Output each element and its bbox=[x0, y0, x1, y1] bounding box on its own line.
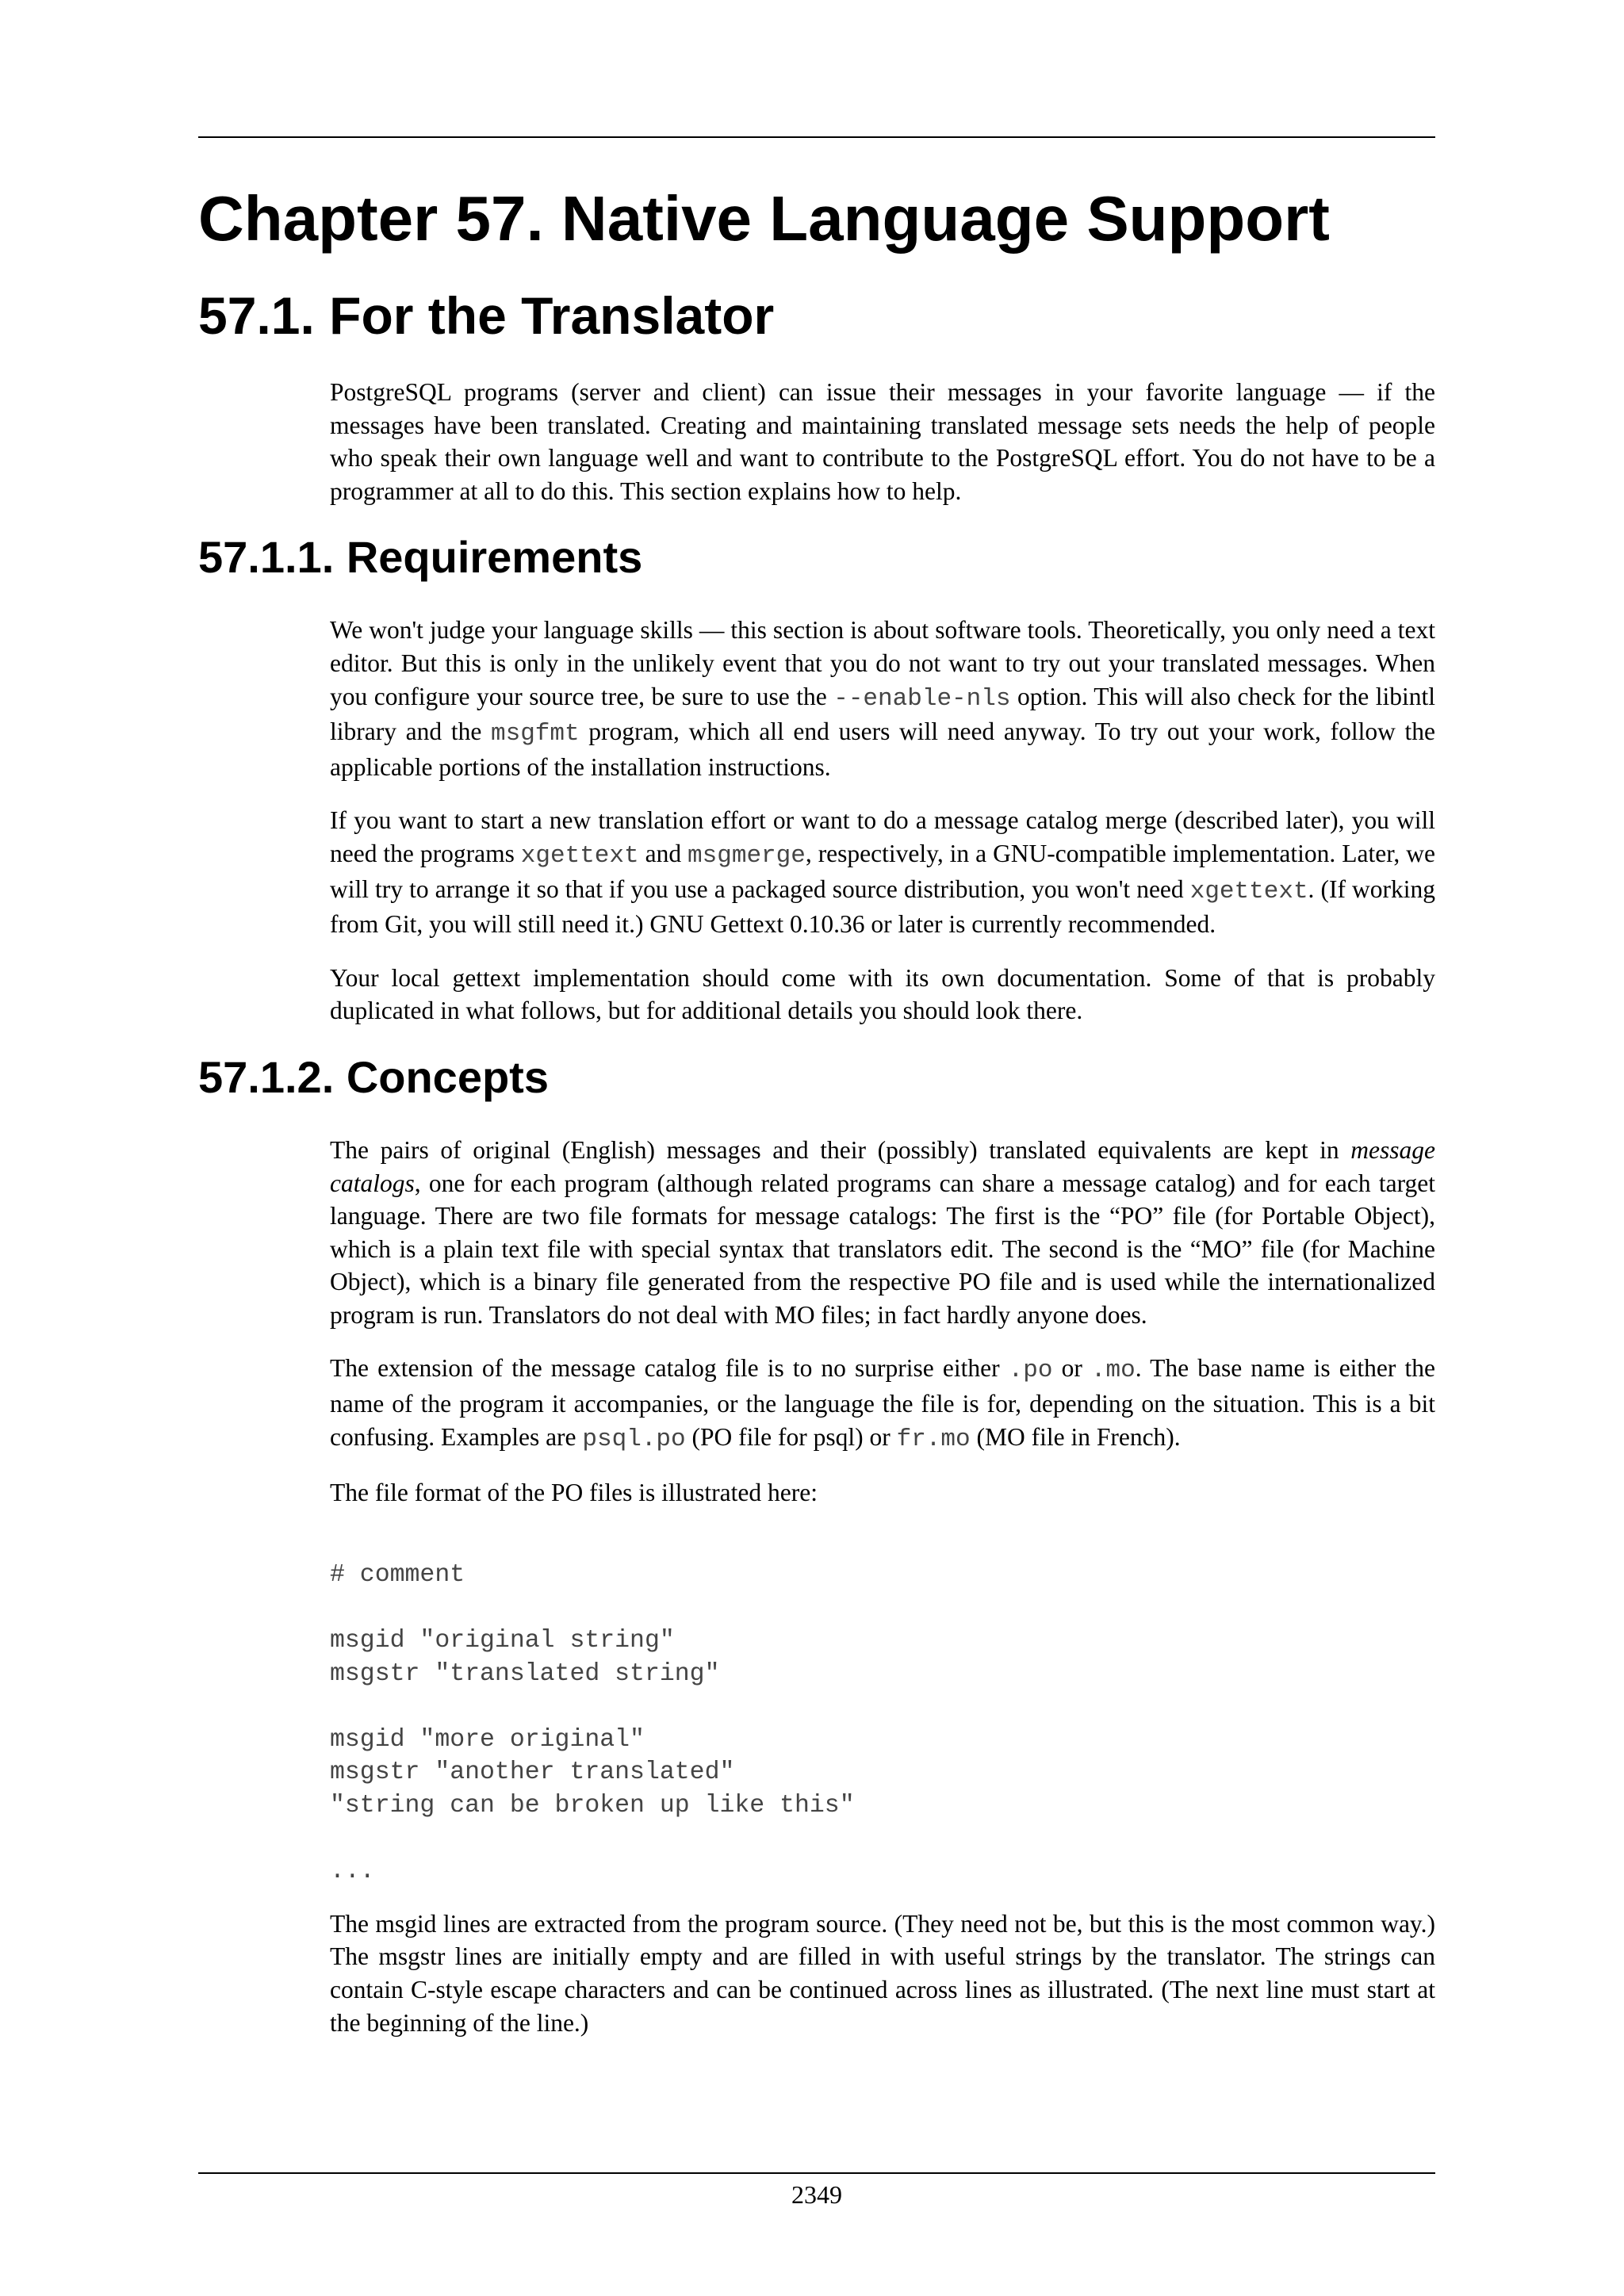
concepts-paragraph-2: The extension of the message catalog file is to no surprise either .po or .mo. The base name is either the name of the program it accompanies, or the language the file is for, depending on the situation. This is a bit confusing. Examples are psql.po (PO file for psql) or fr.mo (MO file in French). bbox=[330, 1354, 1435, 1453]
concepts-body bbox=[330, 1134, 1435, 2039]
concepts-paragraph-1: The pairs of original (English) messages and their (possibly) translated equivalents are kept in message catalogs, one for each program (although related programs can share a message catalog) and for each target language. There are two file formats for message catalogs: The first is the “PO” file (for Portable Object), which is a plain text file with special syntax that translators edit. The second is the “MO” file (for Machine Object), which is a binary file generated from the respective PO file and is used while the internationalized program is run. Translators do not deal with MO files; in fact hardly anyone does. bbox=[330, 1135, 1435, 1329]
page-number: 2349 bbox=[791, 2180, 842, 2209]
inline-code: fr.mo bbox=[896, 1425, 971, 1453]
requirements-paragraph-3: Your local gettext implementation should come with its own documentation. Some of that is probably duplicated in what follows, but for additional details you should look there. bbox=[330, 963, 1435, 1025]
concepts-paragraph-3: The file format of the PO files is illustrated here: bbox=[330, 1479, 818, 1507]
requirements-body bbox=[330, 614, 1435, 1027]
concepts-title: 57.1.2. Concepts bbox=[198, 1051, 549, 1102]
section-title: 57.1. For the Translator bbox=[198, 286, 775, 345]
section-intro: PostgreSQL programs (server and client) can issue their messages in your favorite language — if the messages have been translated. Creating and maintaining translated message sets needs the help of people who speak their own language well and want to contribute to the PostgreSQL effort. You do not have to be a programmer at all to do this. This section explains how to help. bbox=[330, 378, 1435, 505]
inline-code: msgfmt bbox=[491, 720, 580, 748]
chapter-title: Chapter 57. Native Language Support bbox=[198, 183, 1330, 254]
inline-code: psql.po bbox=[582, 1425, 686, 1453]
requirements-paragraph-2: If you want to start a new translation effort or want to do a message catalog merge (described later), you will need the programs xgettext and msgmerge, respectively, in a GNU-compatible implementation. Later, we will try to arrange it so that if you use a packaged source distribution, you won't need xgettext. (If working from Git, you will still need it.) GNU Gettext 0.10.36 or later is currently recommended. bbox=[330, 806, 1435, 939]
emphasis: message catalogs bbox=[330, 1135, 1435, 1197]
page-content bbox=[198, 181, 1435, 2060]
inline-code: .po bbox=[1008, 1357, 1053, 1385]
inline-code: .mo bbox=[1090, 1357, 1136, 1385]
inline-code: xgettext bbox=[520, 841, 639, 870]
inline-code: msgmerge bbox=[688, 841, 806, 870]
concepts-paragraph-4: The msgid lines are extracted from the program source. (They need not be, but this is the most common way.) The msgstr lines are initially empty and are filled in with useful strings by the translator. The strings can contain C-style escape characters and can be continued across lines as illustrated. (The next line must start at the beginning of the line.) bbox=[330, 1909, 1435, 2037]
inline-code: --enable-nls bbox=[833, 684, 1011, 713]
section-body bbox=[330, 376, 1435, 507]
footer-rule bbox=[198, 2172, 1435, 2174]
po-file-example: # comment msgid "original string" msgstr "translated string" msgid "more original" msgstr "another translated" "string can be broken up like this" ... bbox=[330, 1560, 855, 1886]
header-rule bbox=[198, 136, 1435, 138]
requirements-paragraph-1: We won't judge your language skills — this section is about software tools. Theoretically, you only need a text editor. But this is only in the unlikely event that you do not want to try out your translated messages. When you configure your source tree, be sure to use the --enable-nls option. This will also check for the libintl library and the msgfmt program, which all end users will need anyway. To try out your work, follow the applicable portions of the installation instructions. bbox=[330, 616, 1435, 781]
inline-code: xgettext bbox=[1189, 877, 1308, 905]
requirements-title: 57.1.1. Requirements bbox=[198, 532, 643, 583]
